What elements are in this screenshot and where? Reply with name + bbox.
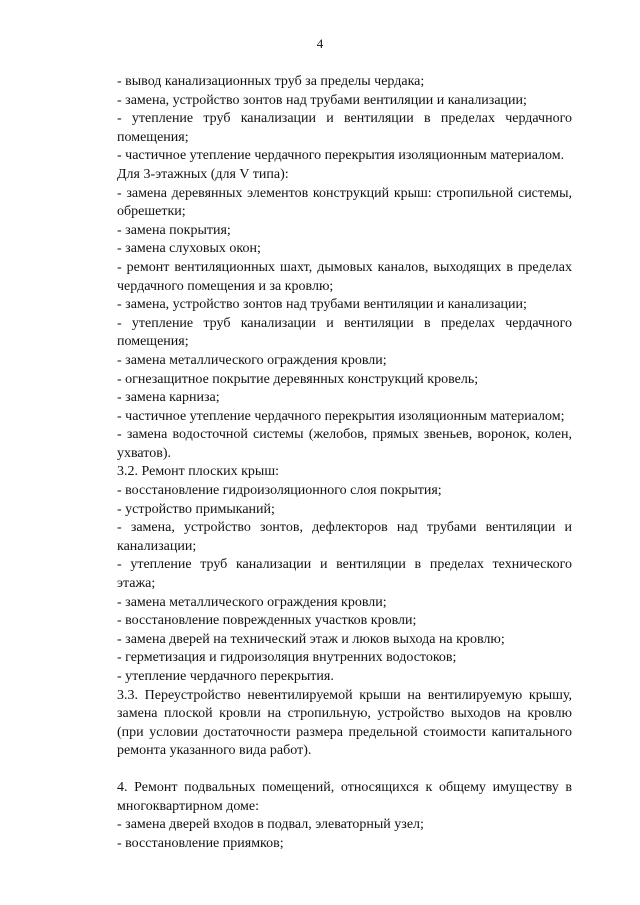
paragraph: - замена металлического ограждения кровли;: [117, 594, 387, 610]
paragraph: - замена металлического ограждения кровли;: [117, 352, 387, 368]
paragraph: - восстановление поврежденных участков кровли;: [117, 613, 417, 629]
paragraph: - замена покрытия;: [117, 222, 231, 238]
paragraph: - замена, устройство зонтов над трубами вентиляции и канализации;: [117, 92, 527, 108]
paragraph: 3.2. Ремонт плоских крыш:: [117, 464, 279, 480]
paragraph: - устройство примыканий;: [117, 501, 275, 517]
paragraph: - утепление труб канализации и вентиляции в пределах чердачного помещения;: [117, 111, 572, 145]
paragraph: - замена деревянных элементов конструкций крыш: стропильной системы, обрешетки;: [117, 185, 572, 220]
paragraph: - частичное утепление чердачного перекрытия изоляционным материалом;: [117, 408, 565, 424]
paragraph: - вывод канализационных труб за пределы чердака;: [117, 74, 425, 89]
page-number: 4: [316, 36, 324, 51]
paragraph: 3.3. Переустройство невентилируемой крыши на вентилируемую крышу, замена плоской кровли на стропильную, устройство выходов на кровлю (при условии достаточности размера предельной стоимости капитального ремонта указанного вида работ).: [117, 687, 572, 759]
paragraph: - замена, устройство зонтов, дефлекторов над трубами вентиляции и канализации;: [117, 520, 572, 554]
paragraph: - утепление труб канализации и вентиляции в пределах чердачного помещения;: [117, 315, 572, 350]
paragraph: - замена водосточной системы (желобов, прямых звеньев, воронок, колен, ухватов).: [117, 427, 572, 461]
paragraph: - восстановление гидроизоляционного слоя покрытия;: [117, 483, 442, 499]
paragraph: - утепление труб канализации и вентиляции в пределах технического этажа;: [117, 557, 572, 592]
paragraph: - замена дверей входов в подвал, элеваторный узел;: [117, 817, 424, 833]
paragraph: - замена дверей на технический этаж и люков выхода на кровлю;: [117, 631, 505, 647]
paragraph: - огнезащитное покрытие деревянных конструкций кровель;: [117, 371, 479, 387]
paragraph: 4. Ремонт подвальных помещений, относящихся к общему имуществу в многоквартирном доме:: [117, 779, 572, 814]
paragraph: - замена, устройство зонтов над трубами вентиляции и канализации;: [117, 297, 527, 313]
section-gap: [117, 761, 572, 779]
paragraph: Для 3-этажных (для V типа):: [117, 166, 289, 182]
paragraph: - герметизация и гидроизоляция внутренних водостоков;: [117, 650, 457, 666]
paragraph: - замена слуховых окон;: [117, 241, 261, 257]
document-body: [117, 73, 572, 853]
paragraph: - замена карниза;: [117, 390, 220, 406]
paragraph: - ремонт вентиляционных шахт, дымовых каналов, выходящих в пределах чердачного помещения и за кровлю;: [117, 259, 572, 294]
paragraph: - восстановление приямков;: [117, 835, 284, 851]
paragraph: - утепление чердачного перекрытия.: [117, 669, 334, 684]
paragraph: - частичное утепление чердачного перекрытия изоляционным материалом.: [117, 148, 565, 164]
